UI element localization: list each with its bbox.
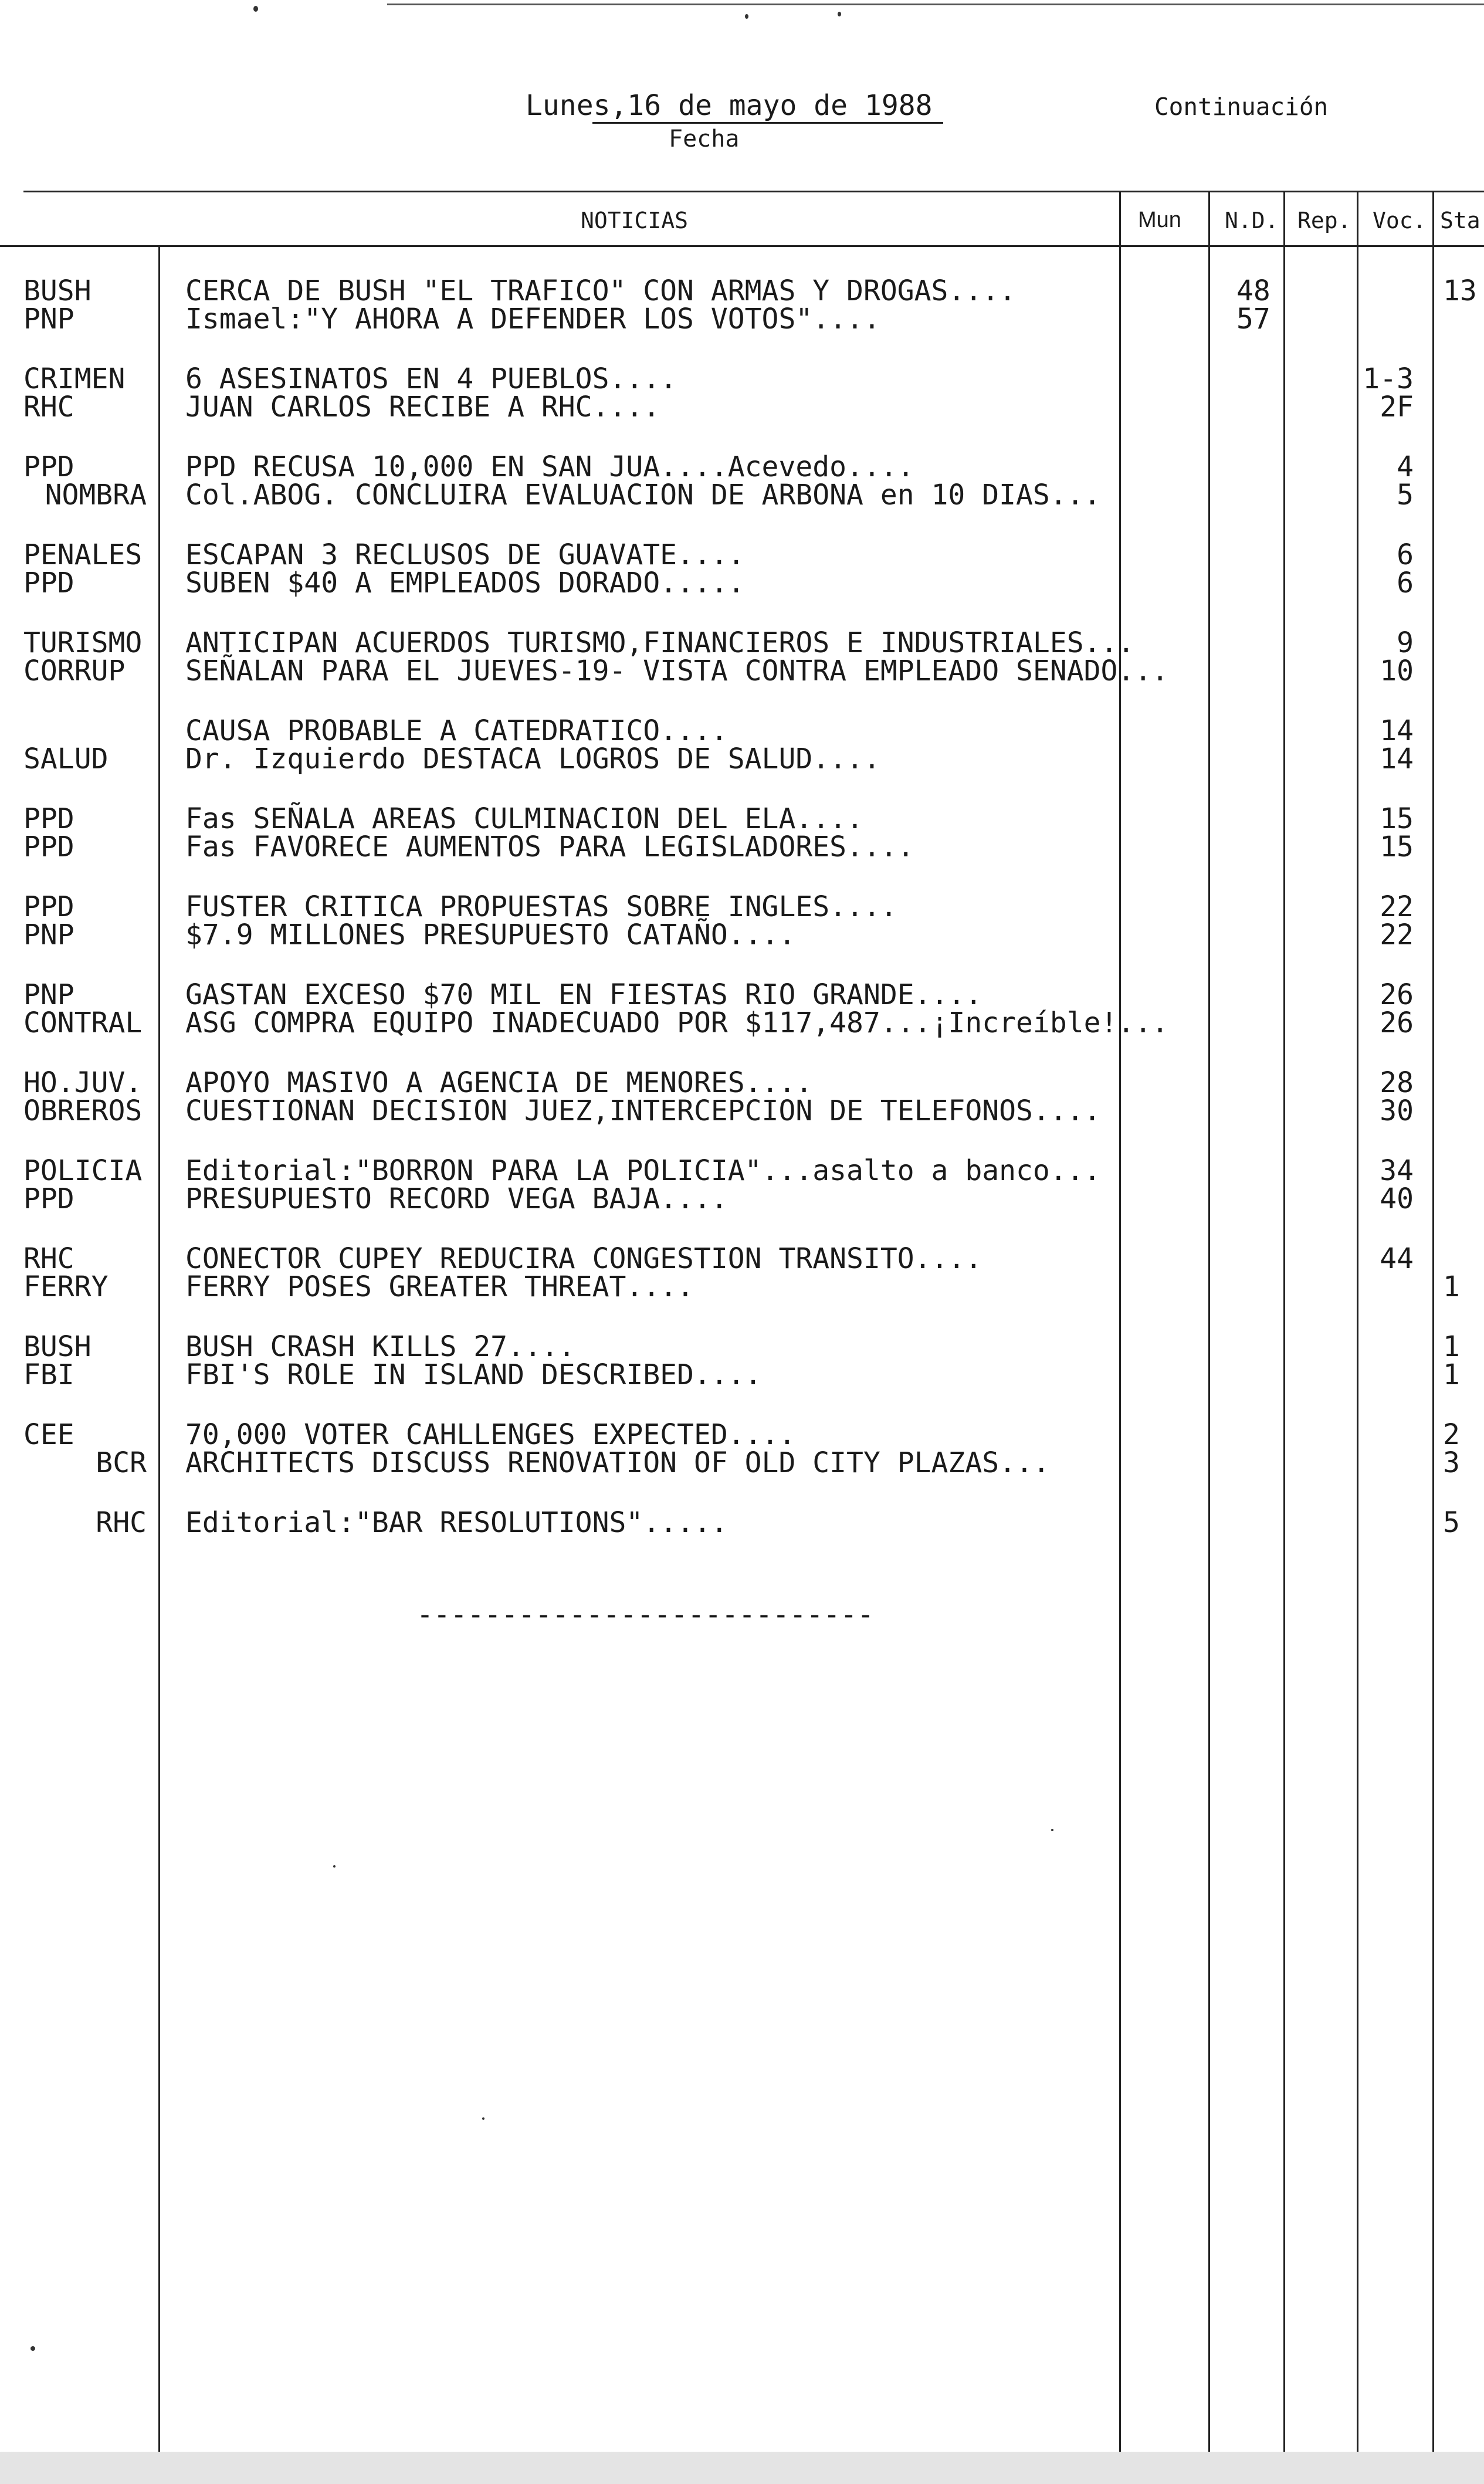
header-mun: Mun — [1138, 208, 1181, 232]
row-1-sta: 13 — [1443, 275, 1477, 307]
row-8-voc: 6 — [1397, 567, 1414, 599]
column-divider-nd — [1208, 191, 1210, 2484]
row-6-news: Col.ABOG. CONCLUIRA EVALUACION DE ARBONA en 10 DIAS... — [185, 479, 1101, 511]
row-21-voc: 34 — [1380, 1154, 1414, 1187]
row-21-news: Editorial:"BORRON PARA LA POLICIA"...asalto a banco... — [185, 1154, 1101, 1187]
row-7-news: ESCAPAN 3 RECLUSOS DE GUAVATE.... — [185, 538, 745, 571]
top-edge-line — [387, 4, 1484, 5]
column-divider-tag — [158, 245, 160, 2484]
scan-speck — [838, 12, 841, 16]
column-divider-rep — [1283, 191, 1285, 2484]
row-5-tag: PPD — [23, 450, 74, 483]
row-7-voc: 6 — [1397, 538, 1414, 571]
row-3-voc: 1-3 — [1363, 362, 1414, 395]
row-24-tag: FERRY — [23, 1270, 109, 1303]
table-top-rule — [23, 191, 1484, 192]
row-29-tag: RHC — [96, 1506, 147, 1539]
row-27-tag: CEE — [23, 1418, 74, 1451]
column-divider-sta — [1432, 191, 1434, 2484]
row-20-tag: OBREROS — [23, 1094, 143, 1127]
date-underline — [592, 122, 943, 124]
row-23-voc: 44 — [1380, 1242, 1414, 1275]
row-29-sta: 5 — [1443, 1506, 1460, 1539]
scan-speck — [253, 6, 258, 12]
row-20-voc: 30 — [1380, 1094, 1414, 1127]
row-6-tag: NOMBRA — [45, 479, 147, 511]
row-18-voc: 26 — [1380, 1007, 1414, 1039]
header-noticias: NOTICIAS — [581, 208, 689, 233]
row-2-nd: 57 — [1236, 303, 1270, 336]
row-1-news: CERCA DE BUSH "EL TRAFICO" CON ARMAS Y DROGAS.... — [185, 275, 1017, 307]
table-header-rule — [0, 245, 1484, 247]
row-12-news: Dr. Izquierdo DESTACA LOGROS DE SALUD.... — [185, 743, 880, 775]
row-5-voc: 4 — [1397, 450, 1414, 483]
row-11-voc: 14 — [1380, 714, 1414, 747]
row-3-news: 6 ASESINATOS EN 4 PUEBLOS.... — [185, 362, 677, 395]
row-10-news: SEÑALAN PARA EL JUEVES-19- VISTA CONTRA EMPLEADO SENADO... — [185, 655, 1169, 687]
row-2-tag: PNP — [23, 303, 74, 336]
row-8-tag: PPD — [23, 567, 74, 599]
row-23-tag: RHC — [23, 1242, 74, 1275]
row-12-tag: SALUD — [23, 743, 109, 775]
row-8-news: SUBEN $40 A EMPLEADOS DORADO..... — [185, 567, 745, 599]
date-label: Fecha — [669, 126, 740, 153]
row-15-tag: PPD — [23, 890, 74, 923]
row-9-voc: 9 — [1397, 626, 1414, 659]
row-18-news: ASG COMPRA EQUIPO INADECUADO POR $117,487...¡Increíble!... — [185, 1007, 1169, 1039]
row-28-sta: 3 — [1443, 1446, 1460, 1479]
row-14-voc: 15 — [1380, 831, 1414, 863]
row-23-news: CONECTOR CUPEY REDUCIRA CONGESTION TRANSITO.... — [185, 1242, 982, 1275]
row-14-news: Fas FAVORECE AUMENTOS PARA LEGISLADORES.... — [185, 831, 914, 863]
row-2-news: Ismael:"Y AHORA A DEFENDER LOS VOTOS".... — [185, 303, 880, 336]
row-27-news: 70,000 VOTER CAHLLENGES EXPECTED.... — [185, 1418, 796, 1451]
column-divider-voc — [1357, 191, 1358, 2484]
row-17-tag: PNP — [23, 978, 74, 1011]
row-12-voc: 14 — [1380, 743, 1414, 775]
row-15-voc: 22 — [1380, 890, 1414, 923]
row-28-tag: BCR — [96, 1446, 147, 1479]
scan-speck — [1051, 1829, 1053, 1831]
row-6-voc: 5 — [1397, 479, 1414, 511]
header-rep: Rep. — [1297, 208, 1351, 233]
row-3-tag: CRIMEN — [23, 362, 126, 395]
column-divider-mun — [1119, 191, 1121, 2484]
row-27-sta: 2 — [1443, 1418, 1460, 1451]
row-7-tag: PENALES — [23, 538, 143, 571]
row-21-tag: POLICIA — [23, 1154, 143, 1187]
row-22-tag: PPD — [23, 1182, 74, 1215]
scan-speck — [745, 14, 748, 19]
header-voc: Voc. — [1373, 208, 1427, 233]
row-9-tag: TURISMO — [23, 626, 143, 659]
row-25-tag: BUSH — [23, 1330, 92, 1363]
row-19-voc: 28 — [1380, 1066, 1414, 1099]
row-4-tag: RHC — [23, 391, 74, 423]
row-26-tag: FBI — [23, 1358, 74, 1391]
row-16-voc: 22 — [1380, 919, 1414, 951]
row-24-sta: 1 — [1443, 1270, 1460, 1303]
row-28-news: ARCHITECTS DISCUSS RENOVATION OF OLD CITY PLAZAS... — [185, 1446, 1050, 1479]
row-19-tag: HO.JUV. — [23, 1066, 143, 1099]
row-5-news: PPD RECUSA 10,000 EN SAN JUA....Acevedo.... — [185, 450, 914, 483]
row-20-news: CUESTIONAN DECISION JUEZ,INTERCEPCION DE TELEFONOS.... — [185, 1094, 1101, 1127]
row-13-tag: PPD — [23, 802, 74, 835]
scan-speck — [333, 1865, 336, 1868]
row-11-news: CAUSA PROBABLE A CATEDRATICO.... — [185, 714, 728, 747]
report-date: Lunes,16 de mayo de 1988 — [526, 89, 933, 122]
row-1-nd: 48 — [1236, 275, 1270, 307]
continuation-label: Continuación — [1154, 93, 1329, 121]
row-26-sta: 1 — [1443, 1358, 1460, 1391]
row-13-news: Fas SEÑALA AREAS CULMINACION DEL ELA.... — [185, 802, 863, 835]
row-13-voc: 15 — [1380, 802, 1414, 835]
row-22-news: PRESUPUESTO RECORD VEGA BAJA.... — [185, 1182, 728, 1215]
row-10-voc: 10 — [1380, 655, 1414, 687]
row-1-tag: BUSH — [23, 275, 92, 307]
row-29-news: Editorial:"BAR RESOLUTIONS"..... — [185, 1506, 728, 1539]
row-4-voc: 2F — [1380, 391, 1414, 423]
row-19-news: APOYO MASIVO A AGENCIA DE MENORES.... — [185, 1066, 813, 1099]
scan-speck — [482, 2117, 484, 2120]
row-14-tag: PPD — [23, 831, 74, 863]
row-25-news: BUSH CRASH KILLS 27.... — [185, 1330, 575, 1363]
row-18-tag: CONTRAL — [23, 1007, 143, 1039]
row-10-tag: CORRUP — [23, 655, 126, 687]
row-24-news: FERRY POSES GREATER THREAT.... — [185, 1270, 694, 1303]
row-17-news: GASTAN EXCESO $70 MIL EN FIESTAS RIO GRANDE.... — [185, 978, 982, 1011]
row-15-news: FUSTER CRITICA PROPUESTAS SOBRE INGLES.... — [185, 890, 897, 923]
row-17-voc: 26 — [1380, 978, 1414, 1011]
row-4-news: JUAN CARLOS RECIBE A RHC.... — [185, 391, 660, 423]
header-sta: Sta — [1440, 208, 1480, 233]
row-16-news: $7.9 MILLONES PRESUPUESTO CATAÑO.... — [185, 919, 796, 951]
end-of-list-rule: --------------------------- — [416, 1598, 875, 1631]
row-16-tag: PNP — [23, 919, 74, 951]
header-nd: N.D. — [1225, 208, 1279, 233]
row-25-sta: 1 — [1443, 1330, 1460, 1363]
row-9-news: ANTICIPAN ACUERDOS TURISMO,FINANCIEROS E INDUSTRIALES... — [185, 626, 1135, 659]
scan-speck — [31, 2346, 35, 2351]
row-22-voc: 40 — [1380, 1182, 1414, 1215]
scan-bottom-margin — [0, 2452, 1484, 2484]
row-26-news: FBI'S ROLE IN ISLAND DESCRIBED.... — [185, 1358, 762, 1391]
